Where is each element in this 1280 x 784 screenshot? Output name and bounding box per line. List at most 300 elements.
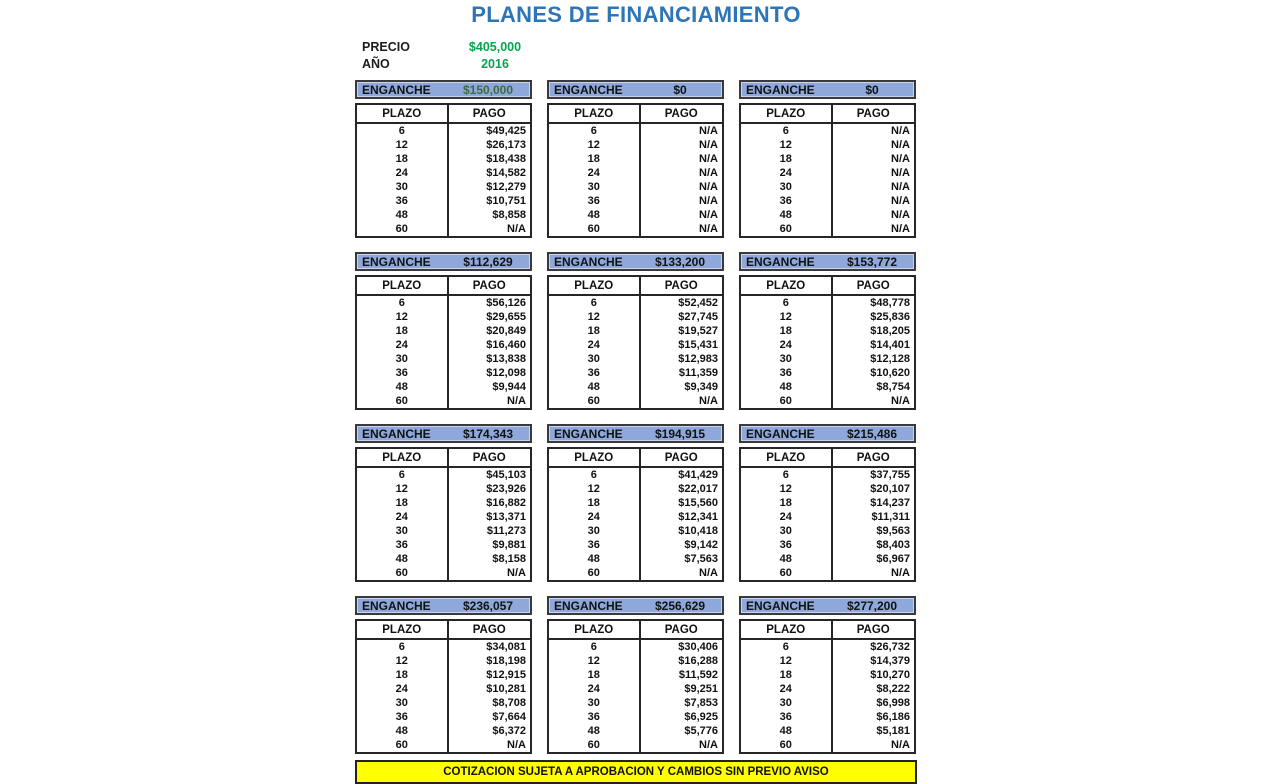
payment-row [548, 524, 723, 538]
enganche-header [547, 424, 724, 443]
plan-card-8 [547, 424, 724, 596]
plan-card-11 [547, 596, 724, 754]
plazo-cell: 48 [740, 380, 832, 394]
plazo-column-header: PLAZO [356, 276, 448, 295]
pago-cell: N/A [891, 567, 910, 579]
pago-cell: $12,915 [486, 669, 526, 681]
payment-row [356, 738, 531, 753]
plazo-cell: 36 [548, 710, 640, 724]
pago-cell: $20,849 [486, 325, 526, 337]
plazo-cell: 48 [548, 380, 640, 394]
payment-row [548, 738, 723, 753]
payment-row [740, 482, 915, 496]
plan-card-9 [739, 424, 916, 596]
plazo-cell: 6 [548, 295, 640, 310]
payment-row [356, 194, 531, 208]
payment-table [739, 619, 916, 754]
payment-row [740, 324, 915, 338]
payment-row [548, 222, 723, 237]
pago-cell: $22,017 [678, 483, 718, 495]
disclaimer-banner [355, 760, 917, 784]
payment-row [548, 380, 723, 394]
pago-cell: $41,429 [678, 469, 718, 481]
pago-cell: $16,882 [486, 497, 526, 509]
plazo-column-header: PLAZO [356, 620, 448, 639]
payment-row [548, 538, 723, 552]
payment-row [740, 668, 915, 682]
enganche-header [739, 596, 916, 615]
pago-cell: N/A [891, 139, 910, 151]
payment-row [356, 724, 531, 738]
plazo-column-header: PLAZO [548, 620, 640, 639]
enganche-header [547, 596, 724, 615]
plazo-cell: 48 [356, 724, 448, 738]
enganche-header [739, 424, 916, 443]
payment-table-header-row [740, 104, 915, 123]
enganche-header [355, 424, 532, 443]
payment-row [356, 639, 531, 654]
plan-card-6 [739, 252, 916, 424]
enganche-label: ENGANCHE [746, 82, 815, 97]
pago-cell: $34,081 [486, 641, 526, 653]
payment-row [356, 166, 531, 180]
page-title: PLANES DE FINANCIAMIENTO [471, 2, 801, 27]
pago-cell: $20,107 [870, 483, 910, 495]
plazo-cell: 60 [740, 738, 832, 753]
plazo-cell: 30 [548, 524, 640, 538]
plazo-cell: 6 [356, 467, 448, 482]
payment-table-header-row [740, 448, 915, 467]
plazo-cell: 6 [740, 123, 832, 138]
pago-cell: $49,425 [486, 125, 526, 137]
pago-cell: $14,379 [870, 655, 910, 667]
enganche-label: ENGANCHE [746, 598, 815, 613]
pago-cell: $27,745 [678, 311, 718, 323]
pago-cell: $11,592 [678, 669, 718, 681]
pago-cell: $45,103 [486, 469, 526, 481]
plazo-cell: 36 [740, 366, 832, 380]
plazo-cell: 36 [356, 538, 448, 552]
payment-row [548, 310, 723, 324]
payment-row [740, 696, 915, 710]
payment-row [548, 366, 723, 380]
payment-table [547, 103, 724, 238]
plazo-column-header: PLAZO [548, 448, 640, 467]
payment-row [740, 352, 915, 366]
payment-row [356, 496, 531, 510]
payment-row [356, 338, 531, 352]
payment-row [548, 138, 723, 152]
plazo-cell: 60 [356, 566, 448, 581]
plazo-cell: 24 [356, 682, 448, 696]
pago-cell: $6,967 [876, 553, 910, 565]
pago-cell: N/A [891, 395, 910, 407]
pago-cell: N/A [891, 125, 910, 137]
plazo-cell: 30 [548, 696, 640, 710]
plazo-cell: 36 [356, 710, 448, 724]
pago-cell: $30,406 [678, 641, 718, 653]
enganche-header [547, 80, 724, 99]
plazo-cell: 60 [548, 738, 640, 753]
year-label: AÑO [362, 57, 390, 71]
plazo-cell: 24 [740, 682, 832, 696]
payment-row [356, 324, 531, 338]
plan-card-4 [355, 252, 532, 424]
payment-row [356, 654, 531, 668]
payment-table-header-row [356, 104, 531, 123]
financing-document [355, 0, 917, 784]
pago-cell: N/A [699, 195, 718, 207]
pago-cell: N/A [891, 167, 910, 179]
plazo-cell: 6 [740, 467, 832, 482]
pago-cell: N/A [699, 567, 718, 579]
pago-cell: $6,925 [684, 711, 718, 723]
payment-row [356, 538, 531, 552]
plazo-cell: 36 [740, 710, 832, 724]
price-year-block [362, 39, 917, 73]
payment-table-header-row [548, 620, 723, 639]
plazo-cell: 48 [740, 208, 832, 222]
pago-cell: N/A [891, 195, 910, 207]
pago-cell: $13,371 [486, 511, 526, 523]
pago-cell: $10,270 [870, 669, 910, 681]
plazo-cell: 48 [548, 552, 640, 566]
plazo-cell: 6 [356, 639, 448, 654]
enganche-label: ENGANCHE [554, 426, 623, 441]
payment-row [356, 152, 531, 166]
pago-cell: N/A [891, 223, 910, 235]
payment-row [548, 696, 723, 710]
payment-row [356, 524, 531, 538]
enganche-value: $0 [865, 82, 879, 97]
disclaimer-text: COTIZACION SUJETA A APROBACION Y CAMBIOS SIN PREVIO AVISO [443, 766, 829, 778]
enganche-value: $174,343 [462, 426, 514, 441]
pago-cell: $8,754 [876, 381, 910, 393]
payment-table-header-row [740, 276, 915, 295]
pago-column-header: PAGO [448, 276, 532, 295]
plazo-cell: 18 [356, 152, 448, 166]
payment-row [740, 180, 915, 194]
pago-cell: N/A [699, 395, 718, 407]
enganche-value: $133,200 [654, 254, 706, 269]
pago-column-header: PAGO [640, 104, 724, 123]
payment-row [548, 467, 723, 482]
payment-row [740, 496, 915, 510]
plazo-column-header: PLAZO [740, 448, 832, 467]
payment-row [356, 208, 531, 222]
plazo-cell: 6 [548, 123, 640, 138]
enganche-label: ENGANCHE [746, 426, 815, 441]
plazo-cell: 30 [740, 180, 832, 194]
plazo-column-header: PLAZO [356, 448, 448, 467]
pago-cell: $37,755 [870, 469, 910, 481]
pago-cell: $48,778 [870, 297, 910, 309]
plazo-cell: 18 [548, 496, 640, 510]
enganche-label: ENGANCHE [362, 426, 431, 441]
pago-column-header: PAGO [640, 448, 724, 467]
payment-row [548, 295, 723, 310]
plazo-cell: 30 [356, 696, 448, 710]
plazo-cell: 12 [548, 654, 640, 668]
plazo-cell: 36 [356, 366, 448, 380]
plazo-cell: 48 [548, 724, 640, 738]
payment-row [740, 566, 915, 581]
plazo-cell: 24 [548, 166, 640, 180]
enganche-label: ENGANCHE [362, 598, 431, 613]
enganche-header [355, 252, 532, 271]
plazo-cell: 6 [740, 639, 832, 654]
pago-column-header: PAGO [832, 104, 916, 123]
payment-row [356, 467, 531, 482]
plazo-cell: 18 [548, 324, 640, 338]
payment-row [356, 682, 531, 696]
payment-row [740, 338, 915, 352]
payment-row [548, 668, 723, 682]
pago-cell: $5,181 [876, 725, 910, 737]
payment-table-header-row [548, 448, 723, 467]
payment-row [740, 552, 915, 566]
enganche-value: $256,629 [654, 598, 706, 613]
pago-cell: $8,403 [876, 539, 910, 551]
plazo-cell: 60 [356, 222, 448, 237]
enganche-label: ENGANCHE [554, 82, 623, 97]
plazo-cell: 36 [740, 538, 832, 552]
pago-cell: $11,273 [486, 525, 526, 537]
pago-cell: N/A [507, 395, 526, 407]
payment-row [356, 222, 531, 237]
payment-row [548, 482, 723, 496]
plazo-cell: 60 [548, 566, 640, 581]
pago-cell: $19,527 [678, 325, 718, 337]
payment-row [548, 194, 723, 208]
payment-row [740, 710, 915, 724]
plazo-cell: 30 [740, 524, 832, 538]
pago-cell: N/A [507, 739, 526, 751]
plazo-cell: 18 [740, 152, 832, 166]
plazo-cell: 36 [548, 194, 640, 208]
pago-cell: $8,708 [492, 697, 526, 709]
enganche-value: $153,772 [846, 254, 898, 269]
payment-row [740, 380, 915, 394]
enganche-label: ENGANCHE [554, 598, 623, 613]
payment-row [356, 510, 531, 524]
plazo-column-header: PLAZO [356, 104, 448, 123]
plazo-cell: 6 [356, 295, 448, 310]
payment-row [356, 668, 531, 682]
plan-card-12 [739, 596, 916, 754]
payment-row [740, 538, 915, 552]
enganche-header [355, 80, 532, 99]
pago-cell: $5,776 [684, 725, 718, 737]
plazo-cell: 12 [548, 482, 640, 496]
payment-row [548, 496, 723, 510]
payment-row [548, 352, 723, 366]
pago-cell: $11,359 [678, 367, 718, 379]
pago-cell: N/A [507, 223, 526, 235]
pago-column-header: PAGO [448, 104, 532, 123]
pago-cell: $9,944 [492, 381, 526, 393]
plazo-cell: 36 [356, 194, 448, 208]
plazo-cell: 60 [356, 394, 448, 409]
payment-row [548, 338, 723, 352]
plazo-cell: 48 [356, 208, 448, 222]
payment-row [356, 710, 531, 724]
enganche-header [739, 80, 916, 99]
plazo-cell: 48 [740, 552, 832, 566]
payment-row [740, 208, 915, 222]
pago-cell: N/A [699, 739, 718, 751]
pago-cell: $12,128 [870, 353, 910, 365]
payment-row [548, 180, 723, 194]
plan-card-2 [547, 80, 724, 252]
payment-table-header-row [548, 276, 723, 295]
enganche-value: $150,000 [462, 82, 514, 97]
pago-column-header: PAGO [832, 620, 916, 639]
payment-row [356, 366, 531, 380]
payment-row [548, 208, 723, 222]
payment-row [548, 394, 723, 409]
plazo-cell: 60 [548, 222, 640, 237]
pago-cell: $16,288 [678, 655, 718, 667]
plazo-cell: 60 [548, 394, 640, 409]
payment-row [356, 310, 531, 324]
payment-row [356, 482, 531, 496]
pago-cell: $16,460 [486, 339, 526, 351]
pago-cell: $10,418 [678, 525, 718, 537]
pago-cell: $10,751 [486, 195, 526, 207]
pago-cell: N/A [699, 181, 718, 193]
plazo-cell: 24 [356, 166, 448, 180]
payment-table [547, 275, 724, 410]
payment-row [548, 639, 723, 654]
pago-column-header: PAGO [448, 448, 532, 467]
pago-cell: $7,563 [684, 553, 718, 565]
pago-cell: $18,438 [486, 153, 526, 165]
plazo-cell: 36 [548, 538, 640, 552]
plazo-cell: 18 [740, 668, 832, 682]
plazo-cell: 24 [548, 338, 640, 352]
payment-row [740, 194, 915, 208]
payment-row [740, 724, 915, 738]
plazo-cell: 30 [548, 180, 640, 194]
enganche-header [547, 252, 724, 271]
plan-card-7 [355, 424, 532, 596]
enganche-value: $194,915 [654, 426, 706, 441]
pago-cell: $56,126 [486, 297, 526, 309]
plazo-cell: 6 [356, 123, 448, 138]
payment-row [740, 524, 915, 538]
pago-column-header: PAGO [832, 448, 916, 467]
pago-cell: $6,186 [876, 711, 910, 723]
enganche-header [355, 596, 532, 615]
pago-cell: $14,237 [870, 497, 910, 509]
payment-row [356, 138, 531, 152]
payment-row [740, 738, 915, 753]
pago-cell: $7,664 [492, 711, 526, 723]
payment-row [356, 123, 531, 138]
pago-cell: $12,279 [486, 181, 526, 193]
plazo-cell: 24 [740, 510, 832, 524]
plazo-cell: 30 [740, 696, 832, 710]
payment-row [356, 394, 531, 409]
plazo-cell: 36 [740, 194, 832, 208]
plazo-cell: 30 [356, 524, 448, 538]
payment-row [740, 510, 915, 524]
plazo-cell: 6 [548, 467, 640, 482]
payment-row [740, 123, 915, 138]
enganche-value: $0 [673, 82, 687, 97]
pago-cell: $25,836 [870, 311, 910, 323]
pago-cell: $9,349 [684, 381, 718, 393]
pago-cell: N/A [699, 139, 718, 151]
plazo-cell: 12 [356, 654, 448, 668]
pago-cell: $52,452 [678, 297, 718, 309]
payment-row [548, 324, 723, 338]
pago-column-header: PAGO [640, 620, 724, 639]
payment-table-header-row [740, 620, 915, 639]
pago-cell: $10,281 [486, 683, 526, 695]
payment-row [740, 394, 915, 409]
payment-row [356, 295, 531, 310]
plazo-cell: 18 [740, 496, 832, 510]
pago-cell: $12,983 [678, 353, 718, 365]
plazo-cell: 24 [356, 510, 448, 524]
payment-row [548, 123, 723, 138]
plazo-cell: 12 [740, 310, 832, 324]
plazo-cell: 48 [740, 724, 832, 738]
pago-cell: $26,173 [486, 139, 526, 151]
payment-row [740, 310, 915, 324]
pago-cell: $15,431 [678, 339, 718, 351]
payment-table [355, 103, 532, 238]
price-row [362, 39, 917, 56]
enganche-value: $277,200 [846, 598, 898, 613]
payment-table-header-row [356, 276, 531, 295]
pago-cell: $12,341 [678, 511, 718, 523]
plazo-cell: 12 [740, 482, 832, 496]
payment-row [356, 380, 531, 394]
pago-cell: $9,142 [684, 539, 718, 551]
pago-cell: $12,098 [486, 367, 526, 379]
pago-cell: $26,732 [870, 641, 910, 653]
payment-row [548, 552, 723, 566]
payment-row [740, 138, 915, 152]
enganche-header [739, 252, 916, 271]
payment-table [739, 447, 916, 582]
plazo-cell: 30 [356, 352, 448, 366]
payment-row [740, 366, 915, 380]
plazo-cell: 18 [548, 152, 640, 166]
plazo-cell: 24 [548, 682, 640, 696]
plazo-cell: 48 [356, 552, 448, 566]
pago-cell: N/A [699, 153, 718, 165]
plan-card-1 [355, 80, 532, 252]
plazo-cell: 24 [740, 166, 832, 180]
price-value: $405,000 [468, 40, 522, 54]
pago-cell: $10,620 [870, 367, 910, 379]
payment-table [547, 447, 724, 582]
plazo-cell: 12 [356, 482, 448, 496]
payment-row [548, 510, 723, 524]
pago-cell: $23,926 [486, 483, 526, 495]
pago-cell: $8,222 [876, 683, 910, 695]
pago-cell: $14,401 [870, 339, 910, 351]
year-row [362, 56, 917, 73]
enganche-label: ENGANCHE [746, 254, 815, 269]
plazo-cell: 18 [548, 668, 640, 682]
enganche-value: $215,486 [846, 426, 898, 441]
pago-column-header: PAGO [832, 276, 916, 295]
